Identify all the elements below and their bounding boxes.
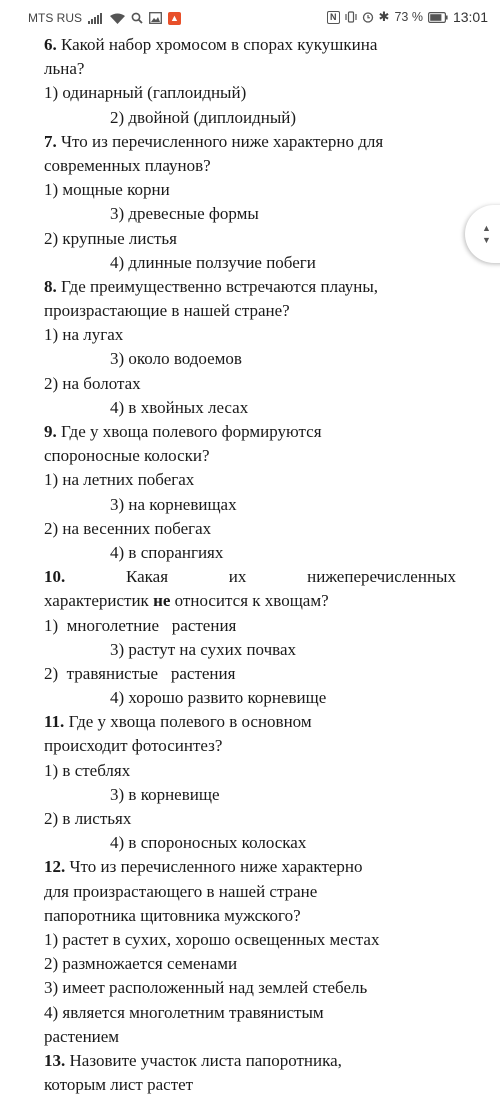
question-12: [44, 855, 464, 879]
question-text: характеристик: [44, 591, 149, 611]
answer-option: 1) одинарный (гаплоидный): [44, 83, 247, 103]
question-6: [44, 33, 464, 57]
status-bar: [0, 0, 500, 34]
fast-scroll-handle[interactable]: [465, 205, 500, 263]
question-9: [44, 420, 464, 444]
question-text-line: папоротника щитовника мужского?: [44, 905, 301, 925]
answer-option: 2) травянистые растения: [44, 663, 236, 683]
answer-option: 4) длинные ползучие побеги: [110, 252, 316, 272]
question-text-line: происходит фотосинтез?: [44, 736, 223, 756]
question-text: Где преимущественно встречаются плауны,: [61, 276, 379, 296]
answer-option: 2) крупные листья: [44, 228, 177, 248]
answer-option: 1) в стеблях: [44, 760, 131, 780]
question-number: 10.: [44, 567, 66, 587]
question-text: Назовите участок листа папоротника,: [69, 1050, 342, 1070]
answer-option: 2) в листьях: [44, 809, 132, 828]
status-time: 13:01: [452, 9, 488, 25]
question-number: 12.: [44, 857, 66, 877]
alarm-icon: [362, 11, 374, 23]
question-11: [44, 710, 464, 734]
answer-option: 1) на летних побегах: [44, 470, 195, 490]
battery-icon: [428, 12, 448, 23]
answer-option: 2) двойной (диплоидный): [110, 107, 297, 127]
carrier-name: MTS RUS: [28, 11, 82, 25]
answer-option: 1) растет в сухих, хорошо освещенных местах: [44, 929, 380, 949]
question-number: 8.: [44, 276, 57, 296]
question-text: Где у хвоща полевого в основном: [68, 712, 312, 732]
search-icon: [131, 12, 143, 24]
nfc-icon: N: [327, 11, 340, 24]
question-word: Какая: [125, 567, 169, 587]
question-8: [44, 275, 464, 299]
vibrate-icon: [345, 11, 357, 23]
answer-option: 2) на болотах: [44, 373, 141, 393]
answer-option: 4) является многолетним травянистым: [44, 1002, 324, 1022]
question-10: [44, 565, 456, 589]
question-text-line: спороносные колоски?: [44, 446, 210, 466]
answer-option: 1) многолетние растения: [44, 615, 237, 635]
question-7: [44, 130, 464, 154]
answer-option: 4) хорошо развито корневище: [110, 688, 327, 708]
answer-option: 1) на лугах: [44, 325, 124, 345]
question-text: относится к хвощам?: [174, 591, 329, 611]
question-text: Что из перечисленного ниже характерно: [69, 857, 363, 877]
question-number: 11.: [44, 712, 65, 732]
question-text: Какой набор хромосом в спорах кукушкина: [61, 35, 378, 54]
document-text: [44, 33, 464, 1097]
answer-option: 4) в хвойных лесах: [110, 397, 249, 417]
answer-option: 1) мощные корни: [44, 180, 170, 200]
question-number: 6.: [44, 35, 57, 54]
question-word: их: [228, 567, 247, 587]
question-13: [44, 1049, 464, 1073]
answer-option: 3) на корневищах: [110, 494, 237, 514]
wifi-icon: [110, 13, 125, 24]
question-number: 7.: [44, 131, 57, 151]
question-number: 9.: [44, 422, 57, 441]
answer-option: 3) растут на сухих почвах: [110, 639, 297, 659]
chevron-down-icon: ▼: [482, 235, 491, 245]
emphasis-not: не: [153, 591, 171, 611]
question-text-line: которым лист растет: [44, 1075, 194, 1095]
answer-option: 2) размножается семенами: [44, 954, 238, 974]
answer-option: 3) в корневище: [110, 784, 220, 804]
image-icon: [149, 12, 162, 24]
answer-option: 3) древесные формы: [110, 204, 259, 224]
chevron-up-icon: ▲: [482, 223, 491, 233]
question-number: 13.: [44, 1050, 66, 1070]
signal-bars-icon: [88, 13, 104, 24]
bluetooth-icon: ✱: [378, 9, 390, 24]
question-text-line: современных плаунов?: [44, 155, 211, 175]
question-text-line: льна?: [44, 59, 85, 79]
answer-option: 2) на весенних побегах: [44, 518, 212, 538]
answer-option: 4) в спороносных колосках: [110, 833, 307, 853]
question-text: Где у хвоща полевого формируются: [61, 422, 322, 441]
battery-level: 73 %: [394, 10, 423, 24]
answer-option: 3) имеет расположенный над землей стебель: [44, 978, 368, 998]
answer-option: 4) в спорангиях: [110, 542, 224, 562]
question-text-line: для произрастающего в нашей стране: [44, 881, 318, 901]
answer-option-continued: растением: [44, 1026, 120, 1046]
question-text-line: произрастающие в нашей стране?: [44, 301, 290, 321]
answer-option: 3) около водоемов: [110, 349, 242, 369]
question-text-line: [44, 589, 464, 613]
app-notification-icon: ▲: [168, 12, 181, 25]
question-text: Что из перечисленного ниже характерно для: [61, 131, 384, 151]
question-word: нижеперечисленных: [307, 567, 456, 587]
